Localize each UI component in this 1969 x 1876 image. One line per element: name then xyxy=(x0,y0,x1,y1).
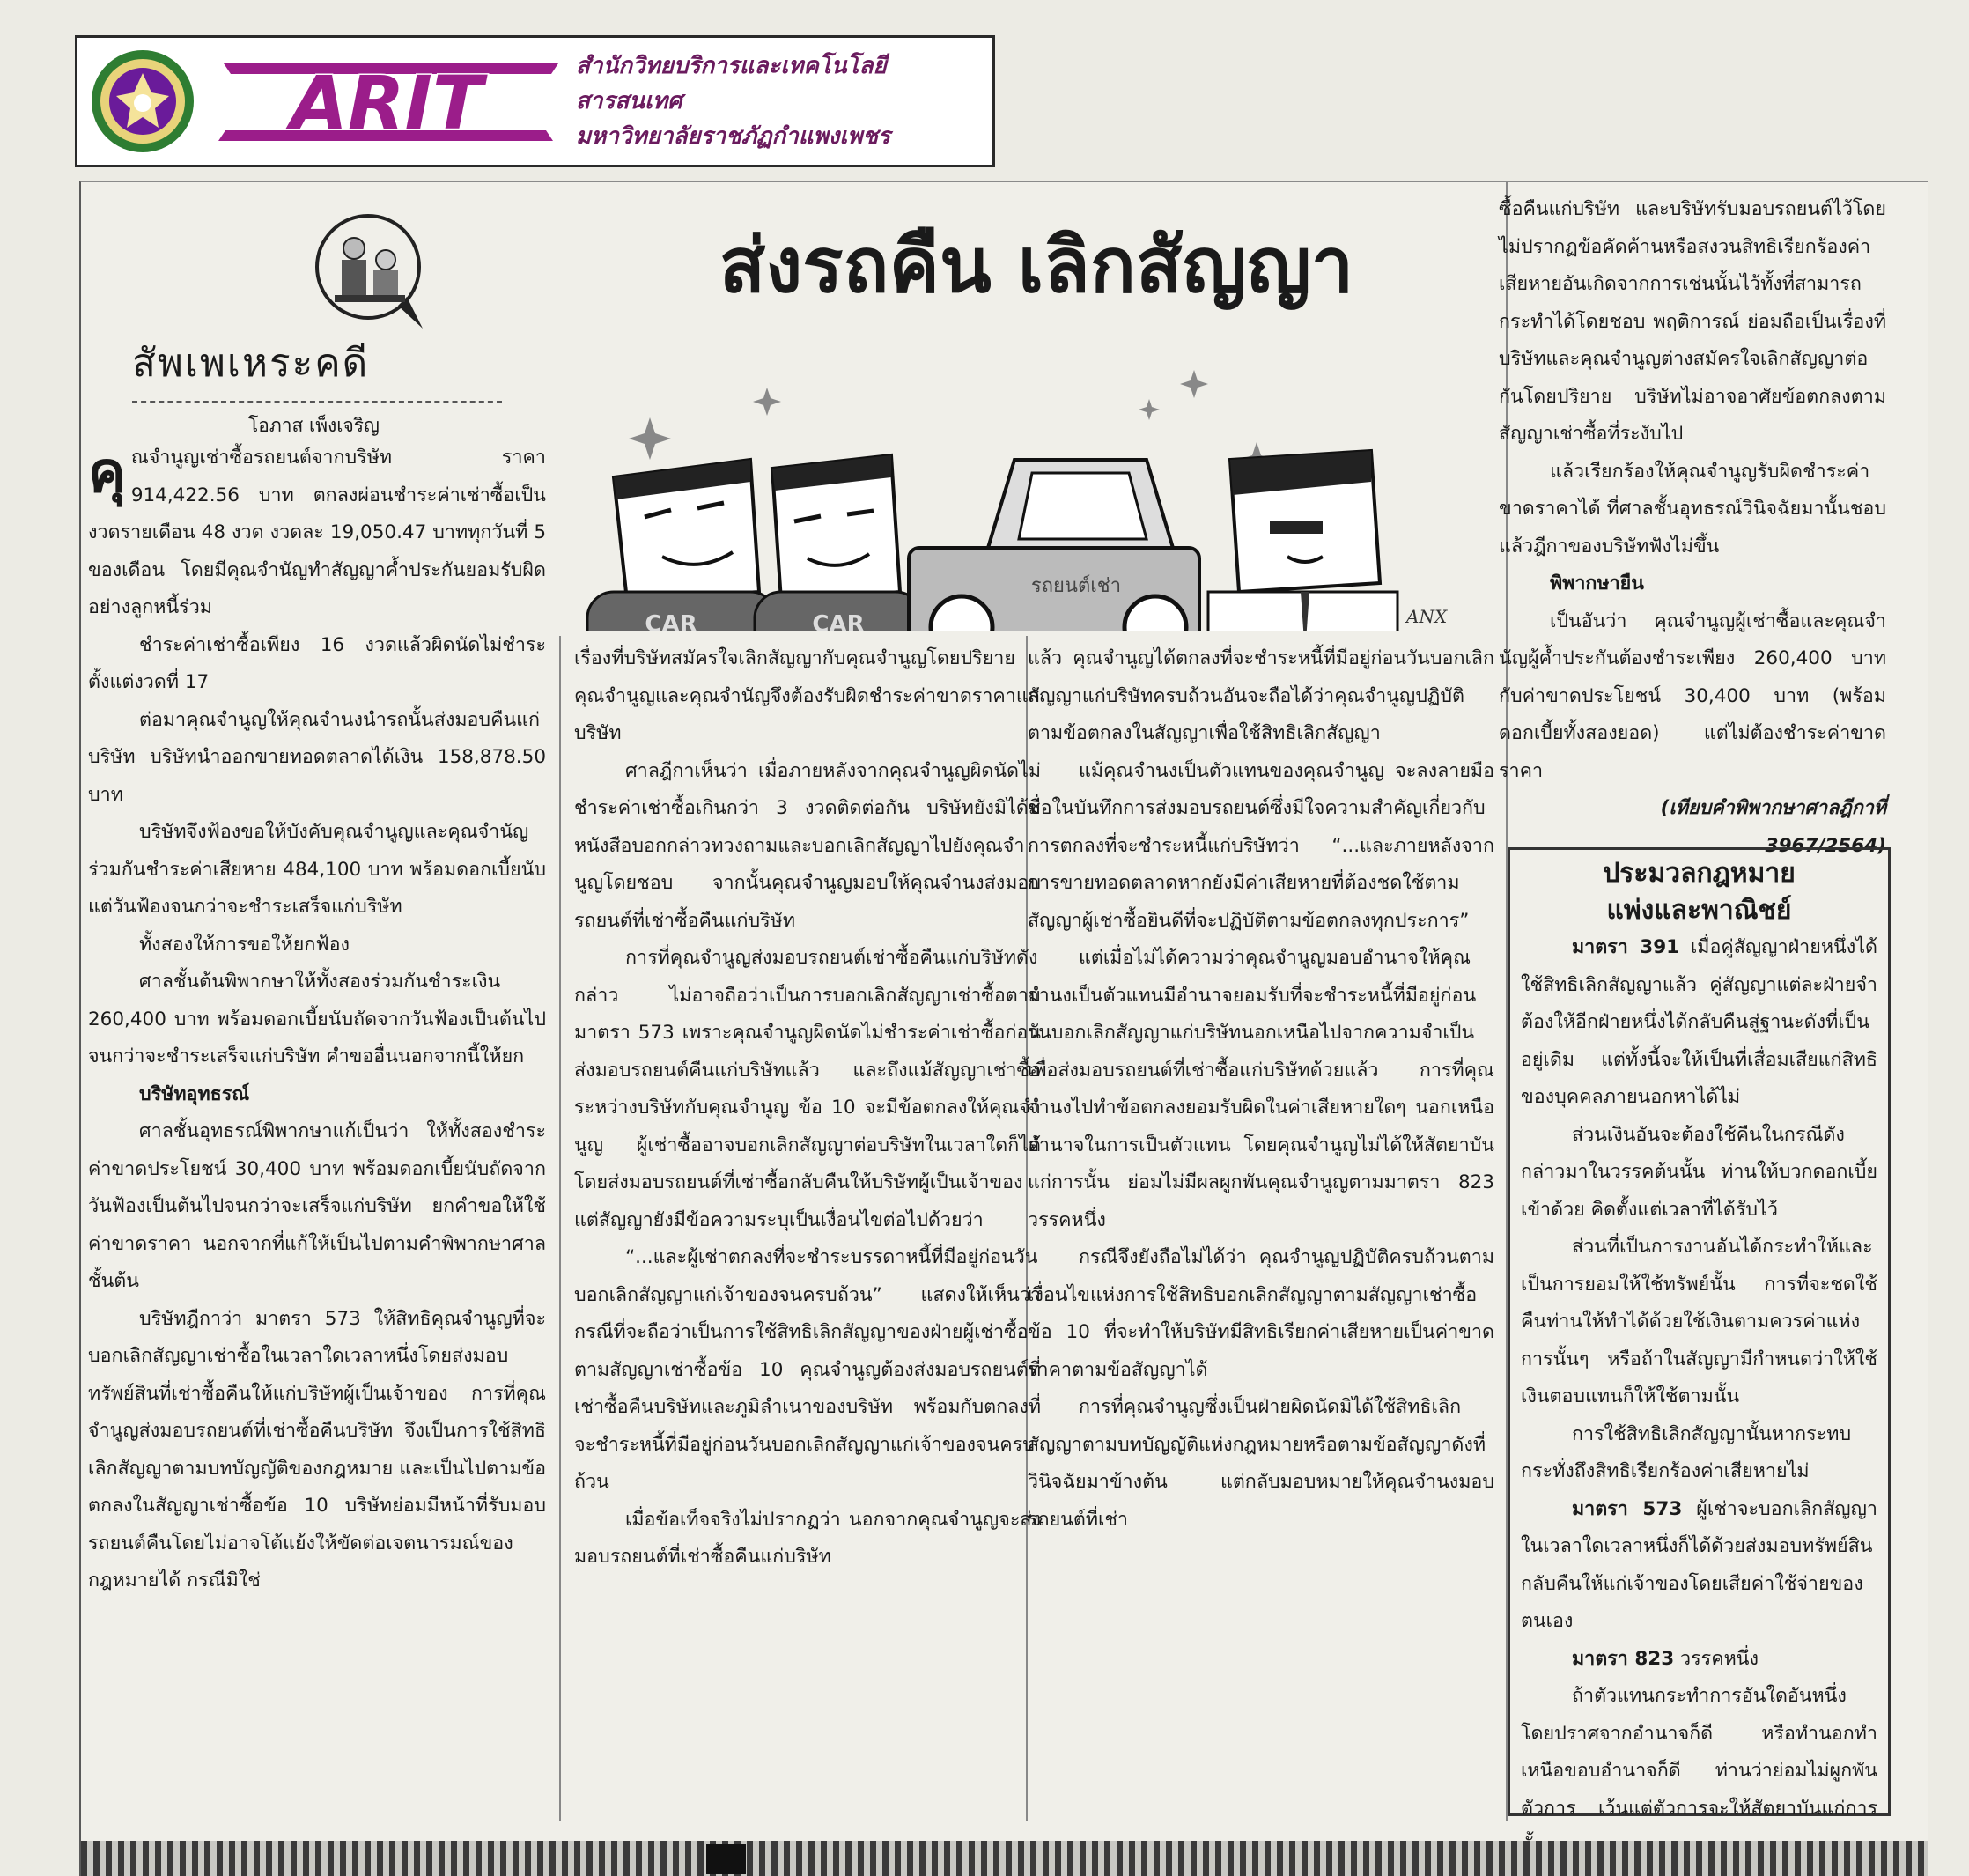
article-column-4 xyxy=(1499,191,1886,865)
banner-line-2: มหาวิทยาลัยราชภัฏกำแพงเพชร xyxy=(576,123,890,150)
section-823-paragraph: ถ้าตัวแทนกระทำการอันใดอันหนึ่งโดยปราศจากอำนาจก็ดี หรือทำนอกทำเหนือขอบอำนาจก็ดี ท่านว่าย่อมไม่ผูกพันตัวการ เว้นแต่ตัวการจะให้สัตยาบันแก่การ xyxy=(1521,1685,1877,1820)
drop-cap: คุ xyxy=(88,440,126,506)
col3-paragraph-1: แล้ว คุณจำนูญได้ตกลงที่จะชำระหนี้ที่มีอยู่ก่อนวันบอกเลิกสัญญาแก่บริษัทครบถ้วนอันจะถือได้ว่าคุณจำนูญปฏิบัติตามข้อตกลงในสัญญาเพื่อใช้สิทธิเลิกสัญญา xyxy=(1028,647,1494,744)
section-391-paragraph-1: มาตรา 391 เมื่อคู่สัญญาฝ่ายหนึ่งได้ใช้สิทธิเลิกสัญญาแล้ว คู่สัญญาแต่ละฝ่ายจำต้องให้อีกฝ่ายหนึ่งได้กลับคืนสู่ฐานะดังที่เป็นอยู่เดิม แต่ทั้งนี้จะให้เป็นที่เสื่อมเสียแก่สิทธิของบุคคลภายนอกหาได้ไม่ xyxy=(1521,936,1877,1108)
section-391-paragraph-2: ส่วนเงินอันจะต้องใช้คืนในกรณีดังกล่าวมาในวรรคต้นนั้น ท่านให้บวกดอกเบี้ยเข้าด้วย คิดตั้งแต่เวลาที่ได้รับไว้ xyxy=(1521,1123,1877,1221)
col1-paragraph-2: ชำระค่าเช่าซื้อเพียง 16 งวดแล้วผิดนัดไม่ชำระตั้งแต่งวดที่ 17 xyxy=(88,633,546,693)
col1-paragraph-5: ทั้งสองให้การขอให้ยกฟ้อง xyxy=(139,933,350,956)
arit-logo xyxy=(206,53,567,150)
article-column-3 xyxy=(1028,640,1494,1539)
article-column-2 xyxy=(574,640,1041,1577)
banner xyxy=(75,35,995,167)
arit-logo-text: ARIT xyxy=(290,60,483,146)
bottom-edge-block xyxy=(706,1844,746,1874)
col2-paragraph-2: ศาลฎีกาเห็นว่า เมื่อภายหลังจากคุณจำนูญผิดนัดไม่ชำระค่าเช่าซื้อเกินกว่า 3 งวดติดต่อกัน บริษัทยังมิได้มีหนังสือบอกกล่าวทวงถามและบอกเลิกสัญญาไปยังคุณจำนูญโดยชอบ จากนั้นคุณจำนูญมอบให้คุณจำนงส่งมอบรถยนต์ที่เช่าซื้อคืนแก่บริษัท xyxy=(574,759,1041,932)
case-citation: (เทียบคำพิพากษาศาลฎีกาที่ 3967/2564) xyxy=(1660,797,1886,857)
rental-truck xyxy=(909,460,1199,631)
col1-paragraph-4: บริษัทจึงฟ้องขอให้บังคับคุณจำนูญและคุณจำนัญร่วมกันชำระค่าเสียหาย 484,100 บาท พร้อมดอกเบี้ยนับแต่วันฟ้องจนกว่าจะชำระเสร็จแก่บริษัท xyxy=(88,821,546,918)
bottom-edge-band xyxy=(81,1841,1928,1876)
legal-box-title-2: แพ่งและพาณิชย์ xyxy=(1606,895,1792,926)
section-391-label: มาตรา 391 xyxy=(1572,936,1680,958)
article-column-1 xyxy=(88,439,546,1600)
column-header xyxy=(90,200,548,438)
section-391-paragraph-4: การใช้สิทธิเลิกสัญญานั้นหากระทบกระทั่งถึงสิทธิเรียกร้องค่าเสียหายไม่ xyxy=(1521,1422,1852,1482)
headline: ส่งรถคืน เลิกสัญญา xyxy=(719,222,1354,310)
col4-paragraph-1: ซื้อคืนแก่บริษัท และบริษัทรับมอบรถยนต์ไว้โดยไม่ปรากฏข้อคัดค้านหรือสงวนสิทธิเรียกร้องค่าเสียหายอันเกิดจากการเช่นนั้นไว้ทั้งที่สามารถกระทำได้โดยชอบ พฤติการณ์ ย่อมถือเป็นเรื่องที่บริษัทและคุณจำนูญต่างสมัครใจเลิกสัญญาต่อกันโดยปริยาย บริษัทไม่อาจอาศัยข้อตกลงตามสัญญาเช่าซื้อที่ระงับไป xyxy=(1499,198,1886,445)
section-573-paragraph: มาตรา 573 ผู้เช่าจะบอกเลิกสัญญาในเวลาใดเวลาหนึ่งก็ได้ด้วยส่งมอบทรัพย์สินกลับคืนให้แก่เจ้าของโดยเสียค่าใช้จ่ายของตนเอง xyxy=(1521,1497,1877,1632)
col2-paragraph-3: การที่คุณจำนูญส่งมอบรถยนต์เช่าซื้อคืนแก่บริษัทดังกล่าว ไม่อาจถือว่าเป็นการบอกเลิกสัญญาเช่าซื้อตามมาตรา 573 เพราะคุณจำนูญผิดนัดไม่ชำระค่าเช่าซื้อก่อนส่งมอบรถยนต์คืนแก่บริษัทแล้ว และถึงแม้สัญญาเช่าซื้อระหว่างบริษัทกับคุณจำนูญ ข้อ 10 จะมีข้อตกลงให้คุณจำนูญ ผู้เช่าซื้ออาจบอกเลิกสัญญาต่อบริษัทในเวลาใดก็ได้โดยส่งมอบรถยนต์ที่เช่าซื้อกลับคืนให้บริษัทผู้เป็นเจ้าของ แต่สัญญายังมีข้อความระบุเป็นเงื่อนไขต่อไปด้วยว่า xyxy=(574,947,1041,1231)
artist-signature: ANX xyxy=(1406,606,1448,627)
car-character-1 xyxy=(587,460,777,631)
cartoon-illustration xyxy=(574,328,1499,631)
col2-paragraph-1: เรื่องที่บริษัทสมัครใจเลิกสัญญากับคุณจำนูญโดยปริยาย คุณจำนูญและคุณจำนัญจึงต้องรับผิดชำระค่าขาดราคาแก่บริษัท xyxy=(574,647,1040,744)
col2-paragraph-5: เมื่อข้อเท็จจริงไม่ปรากฏว่า นอกจากคุณจำนูญจะส่งมอบรถยนต์ที่เช่าซื้อคืนแก่บริษัท xyxy=(574,1508,1041,1568)
banner-text xyxy=(576,48,992,154)
banner-line-1: สำนักวิทยบริการและเทคโนโลยีสารสนเทศ xyxy=(576,53,887,114)
newspaper-clipping xyxy=(79,181,1928,1876)
car-character-2 xyxy=(755,455,922,631)
legal-box-title-1: ประมวลกฎหมาย xyxy=(1603,858,1796,889)
col1-paragraph-3: ต่อมาคุณจำนูญให้คุณจำนงนำรถนั้นส่งมอบคืนแก่บริษัท บริษัทนำออกขายทอดตลาดได้เงิน 158,878.50 บาท xyxy=(88,708,546,806)
col3-paragraph-3: แต่เมื่อไม่ได้ความว่าคุณจำนูญมอบอำนาจให้คุณจำนงเป็นตัวแทนมีอำนาจยอมรับที่จะชำระหนี้ที่มีอยู่ก่อนวันบอกเลิกสัญญาแก่บริษัทนอกเหนือไปจากความจำเป็นเพื่อส่งมอบรถยนต์ที่เช่าซื้อแก่บริษัทด้วยแล้ว การที่คุณจำนงไปทำข้อตกลงยอมรับผิดในค่าเสียหายใดๆ นอกเหนืออำนาจในการเป็นตัวแทน โดยคุณจำนูญไม่ได้ให้สัตยาบันแก่การนั้น ย่อมไม่มีผลผูกพันคุณจำนูญตามมาตรา 823 วรรคหนึ่ง xyxy=(1028,947,1494,1231)
col3-paragraph-5: การที่คุณจำนูญซึ่งเป็นฝ่ายผิดนัดมิได้ใช้สิทธิเลิกสัญญาตามบทบัญญัติแห่งกฎหมายหรือตามข้อสัญญาดังที่วินิจฉัยมาข้างต้น แต่กลับมอบหมายให้คุณจำนงมอบรถยนต์ที่เช่า xyxy=(1028,1396,1494,1531)
col1-paragraph-8: บริษัทฎีกาว่า มาตรา 573 ให้สิทธิคุณจำนูญที่จะบอกเลิกสัญญาเช่าซื้อในเวลาใดเวลาหนึ่งโดยส่งมอบทรัพย์สินที่เช่าซื้อคืนให้แก่บริษัทผู้เป็นเจ้าของ การที่คุณจำนูญส่งมอบรถยนต์ที่เช่าซื้อคืนบริษัท จึงเป็นการใช้สิทธิเลิกสัญญาตามบทบัญญัติของกฎหมาย และเป็นไปตามข้อตกลงในสัญญาเช่าซื้อข้อ 10 บริษัทย่อมมีหน้าที่รับมอบรถยนต์คืนโดยไม่อาจโต้แย้งให้ขัดต่อเจตนารมณ์ของกฎหมายได้ กรณีมิใช่ xyxy=(88,1307,546,1592)
col1-subheading: บริษัทอุทธรณ์ xyxy=(139,1082,250,1105)
col4-paragraph-2: แล้วเรียกร้องให้คุณจำนูญรับผิดชำระค่าขาดราคาได้ ที่ศาลชั้นอุทธรณ์วินิจฉัยมานั้นชอบแล้วฎีกาของบริษัทฟังไม่ขึ้น xyxy=(1499,460,1886,558)
truck-label: รถยนต์เช่า xyxy=(1030,575,1122,597)
col3-paragraph-2: แม้คุณจำนงเป็นตัวแทนของคุณจำนูญ จะลงลายมือชื่อในบันทึกการส่งมอบรถยนต์ซึ่งมีใจความสำคัญเกี่ยวกับการตกลงที่จะชำระหนี้แก่บริษัทว่า “...และภายหลังจากการขายทอดตลาดหากยังมีค่าเสียหายที่ต้องชดใช้ตามสัญญาผู้เช่าซื้อยินดีที่จะปฏิบัติตามข้อตกลงทุกประการ” xyxy=(1028,759,1494,932)
section-823-label: มาตรา 823 xyxy=(1572,1647,1675,1670)
col4-subheading: พิพากษายืน xyxy=(1550,572,1644,595)
col2-paragraph-4: “...และผู้เช่าตกลงที่จะชำระบรรดาหนี้ที่มีอยู่ก่อนวันบอกเลิกสัญญาแก่เจ้าของจนครบถ้วน” แสดงให้เห็นว่า กรณีที่จะถือว่าเป็นการใช้สิทธิเลิกสัญญาของฝ่ายผู้เช่าซื้อตามสัญญาเช่าซื้อข้อ 10 คุณจำนูญต้องส่งมอบรถยนต์ที่เช่าซื้อคืนบริษัทและภูมิลำเนาของบริษัท พร้อมกับตกลงที่จะชำระหนี้ที่มีอยู่ก่อนวันบอกเลิกสัญญาแก่เจ้าของจนครบถ้วน xyxy=(574,1246,1041,1493)
section-823-heading: มาตรา 823 วรรคหนึ่ง xyxy=(1572,1647,1759,1670)
agent-character xyxy=(1208,451,1448,631)
column-divider xyxy=(132,401,502,403)
column-name: สัพเพเหระคดี xyxy=(132,341,370,386)
car-label-1: CAR xyxy=(645,611,697,631)
col1-paragraph-7: ศาลชั้นอุทธรณ์พิพากษาแก้เป็นว่า ให้ทั้งสองชำระค่าขาดประโยชน์ 30,400 บาท พร้อมดอกเบี้ยนับถัดจากวันฟ้องเป็นต้นไปจนกว่าจะเสร็จแก่บริษัท ยกคำขอให้ใช้ค่าขาดราคา นอกจากที่แก้ให้เป็นไปตามคำพิพากษาศาลชั้นต้น xyxy=(88,1120,546,1292)
column-rule-1 xyxy=(559,636,561,1821)
column-author: โอภาส เพ็งเจริญ xyxy=(248,415,380,436)
section-573-label: มาตรา 573 xyxy=(1572,1497,1683,1520)
legal-code-box xyxy=(1508,847,1891,1820)
col1-paragraph-1: คุณจำนูญเช่าซื้อรถยนต์จากบริษัท ราคา 914,422.56 บาท ตกลงผ่อนชำระค่าเช่าซื้อเป็นงวดรายเดือน 48 งวด งวดละ 19,050.47 บาททุกวันที่ 5 ของเดือน โดยมีคุณจำนัญทำสัญญาค้ำประกันยอมรับผิดอย่างลูกหนี้ร่วม xyxy=(88,440,546,618)
section-391-paragraph-3: ส่วนที่เป็นการงานอันได้กระทำให้และเป็นการยอมให้ใช้ทรัพย์นั้น การที่จะชดใช้คืนท่านให้ทำได้ด้วยใช้เงินตามควรค่าแห่งการนั้นๆ หรือถ้าในสัญญามีกำหนดว่าให้ใช้เงินตอบแทนก็ให้ใช้ตามนั้น xyxy=(1521,1236,1877,1407)
car-label-2: CAR xyxy=(812,611,865,631)
col3-paragraph-4: กรณีจึงยังถือไม่ได้ว่า คุณจำนูญปฏิบัติครบถ้วนตามเงื่อนไขแห่งการใช้สิทธิบอกเลิกสัญญาตามสัญญาเช่าซื้อข้อ 10 ที่จะทำให้บริษัทมีสิทธิเรียกค่าเสียหายเป็นค่าขาดราคาตามข้อสัญญาได้ xyxy=(1028,1246,1494,1381)
col1-paragraph-6: ศาลชั้นต้นพิพากษาให้ทั้งสองร่วมกันชำระเงิน 260,400 บาท พร้อมดอกเบี้ยนับถัดจากวันฟ้องเป็นต้นไปจนกว่าจะชำระเสร็จแก่บริษัท คำขออื่นนอกจากนี้ให้ยก xyxy=(88,971,546,1067)
courtroom-cartoon-icon xyxy=(310,209,433,332)
university-seal-icon xyxy=(88,47,197,156)
col4-paragraph-3: เป็นอันว่า คุณจำนูญผู้เช่าซื้อและคุณจำนัญผู้ค้ำประกันต้องชำระเพียง 260,400 บาท กับค่าขาดประโยชน์ 30,400 บาท (พร้อมดอกเบี้ยทั้งสองยอด) แต่ไม่ต้องชำระค่าขาดราคา xyxy=(1499,609,1886,782)
